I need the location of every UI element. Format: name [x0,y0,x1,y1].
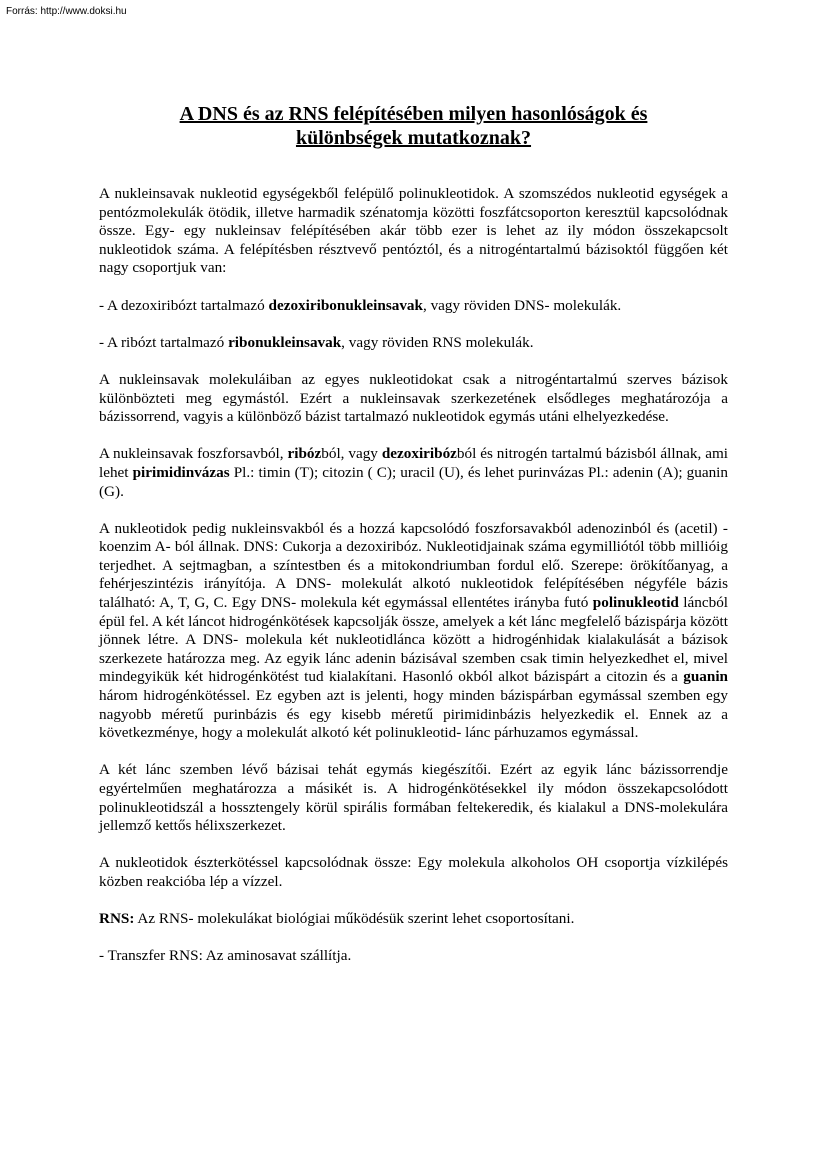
dna-bullet-text-end: , vagy röviden DNS- molekulák. [422,296,622,314]
dna-bullet-text: - A dezoxiribózt tartalmazó [99,296,269,314]
page-title [99,102,728,150]
ester-bond-paragraph: A nukleotidok észterkötéssel kapcsolódnak össze: Egy molekula alkoholos OH csoportja vízkilépés közben reakcióba lép a vízzel. [99,854,728,890]
double-helix-paragraph: A két lánc szemben lévő bázisai tehát egymás kiegészítői. Ezért az egyik lánc bázissorrendje egyértelműen meghatározza a másikét is. A hidrogénkötésekkel ily módon összekapcsolódott polinukleotidszál a hossztengely körül spirális formában feltekeredik, és kialakul a DNS-molekulára jellemző kettős hélixszerkezet. [99,761,728,835]
dna-bullet [99,297,728,316]
dna-structure-term-polynucleotide: polinukleotid [592,594,679,612]
base-sequence-paragraph: A nukleinsavak molekuláiban az egyes nukleotidokat csak a nitrogéntartalmú szerves bázisok különbözteti meg egymástól. Ezért a nukleinsavak szerkezetének elsődleges meghatározója a bázissorrend, vagyis a különböző bázist tartalmazó nukleotidok egymás utáni elhelyezkedése. [99,370,728,426]
title-line-1: A DNS és az RNS felépítésében milyen hasonlóságok és [179,103,648,125]
components-text-a: A nukleinsavak foszforsavból, [99,445,288,463]
components-text-c: ból, vagy [321,445,382,463]
dna-bullet-term: dezoxiribonukleinsavak [268,296,423,314]
components-text-g: Pl.: timin (T); citozin ( C); uracil (U), és lehet purinvázas Pl.: adenin (A); guanin (G). [99,463,728,500]
transfer-rna-bullet: - Transzfer RNS: Az aminosavat szállítja. [99,947,352,965]
components-paragraph [99,445,728,501]
dna-structure-term-guanine: guanin [683,668,728,686]
components-term-deoxyribose: dezoxiribóz [381,445,457,463]
components-term-pyrimidine: pirimidinvázas [132,463,230,481]
components-text-e: ból és nitrogén tartalmú bázisból állnak, ami lehet [99,445,728,481]
dna-structure-text-a: A nukleotidok pedig nukleinsvakból és a hozzá kapcsolódó foszforsavakból adenozinból és (acetil) -koenzim A- ból állnak. DNS: Cukorja a dezoxiribóz. Nukleotidjainak száma egymilliótól több millióig terjedhet. A sejtmagban, a színtestben és a mitokondriumban fordul elő. Szerepe: örökítőanyag, a fehérjeszintézis irányítója. A DNS- molekulát alkotó nukleotidok felépítésében négyféle bázis található: A, T, G, C. Egy DNS- molekula két egymással ellentétes irányba futó [99,519,728,612]
rna-bullet-term: ribonukleinsavak [228,333,342,351]
dna-structure-paragraph [99,520,728,743]
rna-bullet-text: - A ribózt tartalmazó [99,333,229,351]
components-term-ribose: ribóz [287,445,322,463]
intro-paragraph: A nukleinsavak nukleotid egységekből felépülő polinukleotidok. A szomszédos nukleotid egységek a pentózmolekulák ötödik, illetve harmadik szénatomja közötti foszfátcsoporton keresztül kapcsolódnak össze. Egy- egy nukleinsav felépítésében akár több ezer is lehet az ily módon összekapcsolt nukleotidok száma. A felépítésben résztvevő pentóztól, és a nitrogéntartalmú bázisoktól függően két nagy csoportjuk van: [99,185,728,277]
title-line-2: különbségek mutatkoznak? [295,127,532,149]
rna-bullet [99,334,728,353]
rna-bullet-text-end: , vagy röviden RNS molekulák. [341,333,534,351]
source-url: Forrás: http://www.doksi.hu [6,6,127,17]
document-body [99,102,728,985]
rna-heading: RNS: [99,910,135,928]
rna-paragraph [99,910,728,929]
dna-structure-text-c: láncból épül fel. A két láncot hidrogénkötések kapcsolják össze, amelyek a két lánc megfelelő bázispárja között jönnek létre. A DNS- molekula két nukleotidlánca között a hidrogénhidak kialakulását a bázisok szerkezete határozza meg. Az egyik lánc adenin bázisával szemben csak timin helyezkedhet el, mivel mindegyikük két hidrogénkötést tud kialakítani. Hasonló okból alkot bázispárt a citozin és a [99,594,729,686]
dna-structure-text-e: három hidrogénkötéssel. Ez egyben azt is jelenti, hogy minden bázispárban egymással szemben egy nagyobb méretű purinbázis és egy kisebb méretű pirimidinbázis helyezkedik el. Ennek az a következménye, hogy a molekulát alkotó két polinukleotid- lánc párhuzamos egymással. [99,687,728,742]
rna-text: Az RNS- molekulákat biológiai működésük szerint lehet csoportosítani. [134,910,575,928]
